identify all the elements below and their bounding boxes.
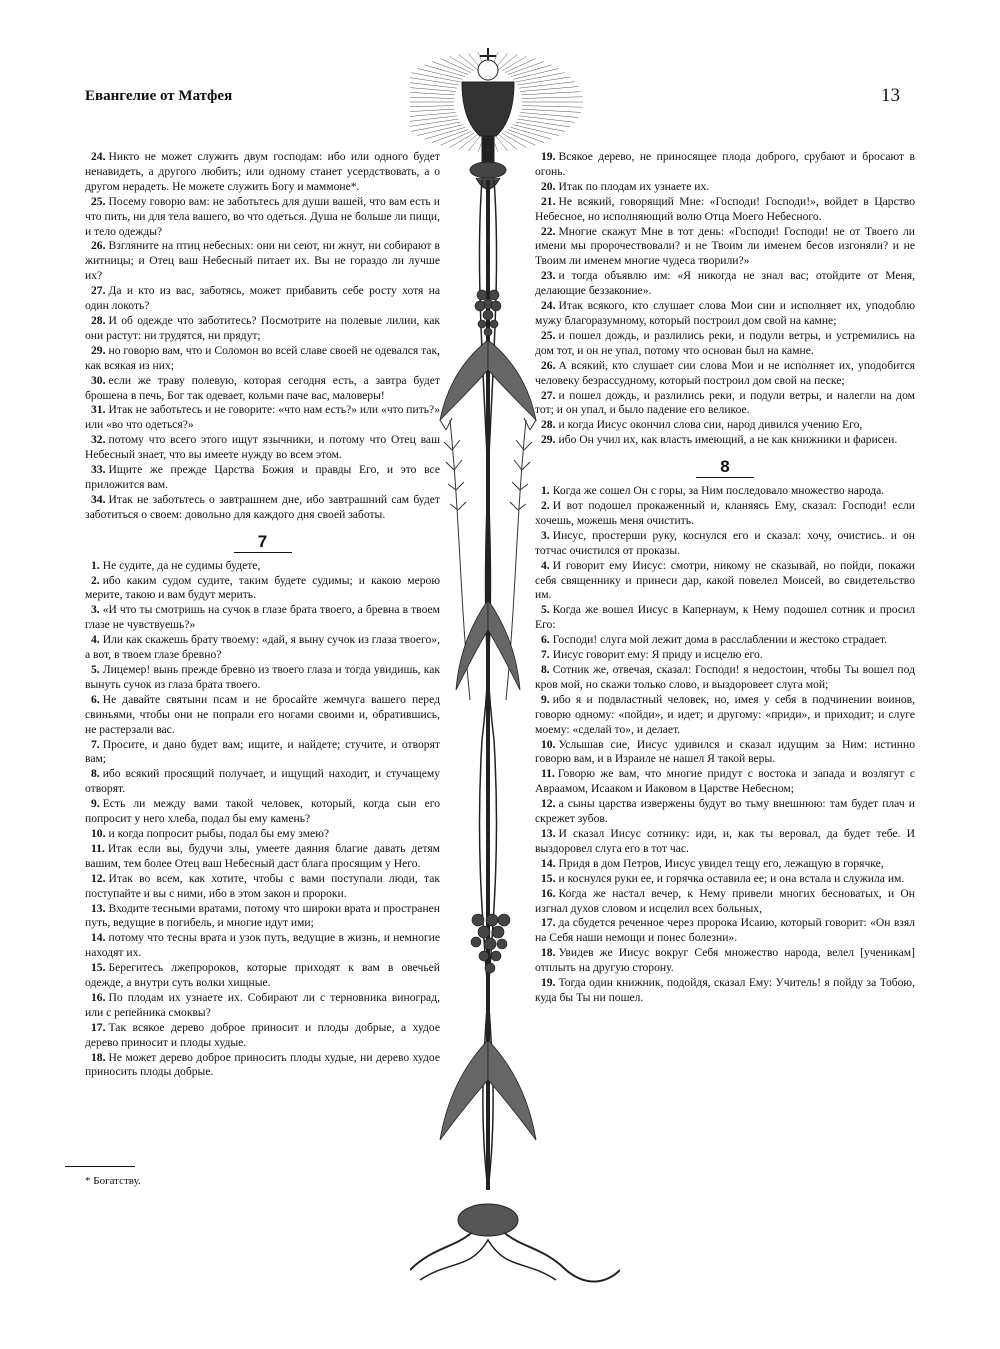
verse: [535, 633, 915, 648]
verse-number: 7.: [91, 737, 100, 751]
verse: [85, 693, 440, 738]
page-number: 13: [881, 85, 900, 106]
verse: [85, 842, 440, 872]
verse-text: Никто не может служить двум господам: ибо или одного будет ненавидеть, а другого любить; или одному станет усердствовать, а о другом нерадеть. Не можете служить Богу и маммоне*.: [85, 150, 440, 193]
verse: [85, 767, 440, 797]
verse-number: 25.: [541, 328, 556, 342]
verse-number: 22.: [541, 224, 556, 238]
verse: [535, 887, 915, 917]
verse: [535, 359, 915, 389]
verse-number: 19.: [541, 976, 556, 990]
verse-number: 28.: [91, 313, 106, 327]
verse-text: Когда же вошел Иисус в Капернаум, к Нему подошел сотник и просил Его:: [535, 603, 915, 632]
verse-text: «И что ты смотришь на сучок в глазе брата твоего, а бревна в твоем глазе не чувствуешь?»: [85, 603, 440, 632]
footnote: * Богатству.: [85, 1175, 141, 1187]
verse: [85, 574, 440, 604]
verse-text: Берегитесь лжепророков, которые приходят к вам в овечьей одежде, а внутри суть волки хищные.: [85, 961, 440, 990]
verse-text: Есть ли между вами такой человек, который, когда сын его попросит у него хлеба, подал бы ему камень?: [85, 797, 440, 826]
verse: [85, 344, 440, 374]
verse-number: 27.: [541, 388, 556, 402]
verse-text: Не давайте святыни псам и не бросайте жемчуга вашего перед свиньями, чтобы они не попрали его ногами своими и, обратившись, не растерзали вас.: [85, 692, 440, 736]
verse: [535, 299, 915, 329]
verse-number: 6.: [541, 633, 550, 647]
verse: [535, 225, 915, 270]
chapter-number: 8: [696, 458, 754, 478]
verse: [85, 1021, 440, 1051]
verse-text: Услышав сие, Иисус удивился и сказал идущим за Ним: истинно говорю вам, и в Израиле не нашел Я такой веры.: [535, 737, 915, 766]
chapter-heading: [85, 533, 440, 553]
verse-text: Иисус говорит ему: Я приду и исцелю его.: [552, 648, 763, 662]
verse-number: 1.: [91, 558, 100, 572]
verse: [535, 499, 915, 529]
verse-number: 2.: [541, 499, 550, 513]
chapter-heading: [535, 458, 915, 478]
verse: [535, 389, 915, 419]
verse: [85, 403, 440, 433]
verse-number: 29.: [541, 433, 556, 447]
verse-text: Лицемер! вынь прежде бревно из твоего глаза и тогда увидишь, как вынуть сучок из глаза брата твоего.: [85, 663, 440, 691]
verse-text: потому что тесны врата и узок путь, ведущие в жизнь, и немногие находят их.: [85, 931, 440, 960]
verse-number: 5.: [91, 663, 100, 676]
verse-text: Когда же сошел Он с горы, за Ним последовало множество народа.: [552, 484, 885, 498]
verse-number: 8.: [541, 663, 550, 676]
verse-number: 11.: [91, 841, 105, 855]
verse-number: 30.: [91, 373, 106, 387]
verse-text: Да и кто из вас, заботясь, может прибавить себе росту хотя на один локоть?: [85, 284, 440, 313]
verse-number: 32.: [91, 433, 106, 447]
running-title: Евангелие от Матфея: [85, 88, 233, 104]
verse: [535, 484, 915, 499]
verse: [535, 603, 915, 633]
verse: [85, 314, 440, 344]
verse-number: 11.: [541, 767, 555, 781]
verse-number: 17.: [541, 916, 556, 930]
verse-text: Не может дерево доброе приносить плоды худые, ни дерево худое приносить плоды добрые.: [85, 1050, 440, 1079]
verse: [535, 150, 915, 180]
verse-text: По плодам их узнаете их. Собирают ли с терновника виноград, или с репейника смоквы?: [85, 990, 440, 1019]
verse-number: 10.: [91, 826, 106, 840]
verse: [535, 663, 915, 693]
verse-text: Итак во всем, как хотите, чтобы с вами поступали люди, так поступайте и вы с ними, ибо в этом закон и пророки.: [85, 871, 440, 900]
verse-number: 26.: [91, 239, 106, 253]
verse-number: 26.: [541, 358, 556, 372]
verse: [85, 195, 440, 240]
verse-text: А всякий, кто слушает сии слова Мои и не исполняет их, уподобится человеку безрассудному, который построил дом свой на песке;: [535, 358, 915, 387]
verse-number: 7.: [541, 648, 550, 662]
verse-text: и пошел дождь, и разлились реки, и подули ветры, и устремились на дом тот, и он не упал, потому что основан был на камне.: [535, 328, 915, 357]
verse-text: Так всякое дерево доброе приносит и плоды добрые, а худое дерево приносит и плоды худые.: [85, 1020, 440, 1049]
verse-text: Господи! слуга мой лежит дома в расслаблении и жестоко страдает.: [552, 633, 887, 647]
verse-number: 2.: [91, 573, 100, 587]
verse-text: ибо всякий просящий получает, и ищущий находит, и стучащему отворят.: [85, 767, 440, 796]
left-text-column: [85, 150, 440, 1080]
verse-text: и когда попросит рыбы, подал бы ему змею?: [108, 826, 330, 840]
verse-text: Взгляните на птиц небесных: они ни сеют, ни жнут, ни собирают в житницы; и Отец ваш Небесный питает их. Вы не гораздо ли лучше их?: [85, 239, 440, 283]
verse-text: и пошел дождь, и разлились реки, и подули ветры, и налегли на дом тот; и он упал, и было падение его великое.: [535, 388, 915, 417]
verse-text: Увидев же Иисус вокруг Себя множество народа, велел [ученикам] отплыть на другую сторону.: [535, 946, 915, 975]
right-text-column: [535, 150, 915, 1006]
verse-number: 16.: [541, 886, 556, 900]
verse-text: если же траву полевую, которая сегодня есть, а завтра будет брошена в печь, Бог так одевает, кольми паче вас, маловеры!: [85, 373, 440, 402]
verse-text: Итак не заботьтесь о завтрашнем дне, ибо завтрашний сам будет заботиться о своем: довольно для каждого дня своей заботы.: [85, 492, 440, 521]
verse: [85, 738, 440, 768]
verse-text: Входите тесными вратами, потому что широки врата и пространен путь, ведущие в погибель, и многие идут ими;: [85, 901, 440, 930]
verse-number: 15.: [541, 871, 556, 885]
verse-number: 13.: [91, 901, 106, 915]
verse: [535, 648, 915, 663]
verse-text: Когда же настал вечер, к Нему привели многих бесноватых, и Он изгнал духов словом и исцелил всех больных,: [535, 886, 915, 915]
verse: [85, 603, 440, 633]
verse-number: 9.: [91, 797, 100, 811]
verse-number: 24.: [541, 299, 556, 313]
verse-text: И говорит ему Иисус: смотри, никому не сказывай, но пойди, покажи себя священнику и принеси дар, какой повелел Моисей, во свидетельство им.: [535, 558, 915, 602]
verse-number: 20.: [541, 179, 556, 193]
verse: [535, 529, 915, 559]
verse: [85, 493, 440, 523]
verse-text: Итак по плодам их узнаете их.: [558, 179, 710, 193]
verse-text: Иисус, простерши руку, коснулся его и сказал: хочу, очистись. и он тотчас очистился от проказы.: [535, 528, 915, 557]
verse-text: Сотник же, отвечая, сказал: Господи! я недостоин, чтобы Ты вошел под кров мой, но скажи только слово, и выздоровеет слуга мой;: [535, 663, 915, 691]
verse-text: Тогда один книжник, подойдя, сказал Ему: Учитель! я пойду за Тобою, куда бы Ты ни пошел.: [535, 976, 915, 1004]
verse-number: 15.: [91, 961, 106, 975]
verse: [535, 738, 915, 768]
verse-text: Придя в дом Петров, Иисус увидел тещу его, лежащую в горячке,: [558, 856, 884, 870]
verse: [535, 269, 915, 299]
verse-number: 3.: [541, 528, 550, 542]
verse: [85, 559, 440, 574]
verse: [85, 961, 440, 991]
verse: [535, 433, 915, 448]
verse: [535, 797, 915, 827]
verse: [535, 872, 915, 887]
verse: [85, 284, 440, 314]
verse: [85, 374, 440, 404]
verse-number: 4.: [541, 558, 550, 572]
verse: [85, 463, 440, 493]
verse: [85, 872, 440, 902]
verse-number: 3.: [91, 603, 100, 617]
verse: [535, 827, 915, 857]
verse-number: 18.: [541, 946, 556, 960]
verse: [535, 329, 915, 359]
verse-number: 27.: [91, 284, 106, 298]
verse-text: Не судите, да не судимы будете,: [102, 558, 261, 572]
verse: [85, 931, 440, 961]
verse-text: и когда Иисус окончил слова сии, народ дивился учению Его,: [558, 418, 863, 432]
verse-text: Итак всякого, кто слушает слова Мои сии и исполняет их, уподоблю мужу благоразумному, который построил дом свой на камне;: [535, 299, 915, 327]
verse: [85, 239, 440, 284]
verse-text: Просите, и дано будет вам; ищите, и найдете; стучите, и отворят вам;: [85, 737, 440, 766]
verse-number: 18.: [91, 1050, 106, 1064]
verse-text: Посему говорю вам: не заботьтесь для души вашей, что вам есть и что пить, ни для тела вашего, во что одеться. Душа не больше ли пищи, и тело одежды?: [85, 194, 440, 238]
verse-number: 10.: [541, 737, 556, 751]
verse-number: 31.: [91, 403, 106, 417]
verse-number: 24.: [91, 150, 106, 163]
verse-number: 6.: [91, 692, 100, 706]
verse-number: 14.: [541, 856, 556, 870]
verse-number: 17.: [91, 1020, 106, 1034]
verse-number: 21.: [541, 194, 556, 208]
chapter-number: 7: [234, 533, 292, 553]
verse-number: 23.: [541, 269, 556, 283]
verse: [85, 1051, 440, 1081]
verse-text: И вот подошел прокаженный и, кланяясь Ему, сказал: Господи! если хочешь, можешь меня очистить.: [535, 499, 915, 527]
verse: [85, 827, 440, 842]
verse-number: 14.: [91, 931, 106, 945]
verse-text: Всякое дерево, не приносящее плода доброго, срубают и бросают в огонь.: [535, 150, 915, 178]
verse-text: И об одежде что заботитесь? Посмотрите на полевые лилии, как они растут: ни трудятся, ни прядут;: [85, 313, 440, 342]
verse-text: и тогда объявлю им: «Я никогда не знал вас; отойдите от Меня, делающие беззаконие».: [535, 269, 915, 298]
verse-number: 16.: [91, 990, 106, 1004]
verse: [535, 976, 915, 1006]
verse: [535, 418, 915, 433]
verse-text: ибо каким судом судите, таким будете судимы; и какою мерою мерите, такою и вам будут мерить.: [85, 573, 440, 602]
verse: [85, 633, 440, 663]
verse-number: 25.: [91, 194, 106, 208]
verse: [535, 693, 915, 738]
verse-text: ибо Он учил их, как власть имеющий, а не как книжники и фарисеи.: [558, 433, 898, 447]
verse-number: 4.: [91, 633, 100, 647]
verse-number: 8.: [91, 767, 100, 781]
verse-text: Многие скажут Мне в тот день: «Господи! Господи! не от Твоего ли имени мы пророчествовали? и не Твоим ли именем бесов изгоняли? и не Твоим ли именем многие чудеса творили?»: [535, 224, 915, 268]
verse-number: 5.: [541, 603, 550, 617]
verse-number: 29.: [91, 343, 106, 357]
verse-text: а сыны царства извержены будут во тьму внешнюю: там будет плач и скрежет зубов.: [535, 797, 915, 826]
verse-number: 1.: [541, 484, 550, 498]
verse: [85, 663, 440, 693]
verse-text: Или как скажешь брату твоему: «дай, я выну сучок из глаза твоего», а вот, в твоем глазе бревно?: [85, 633, 440, 662]
verse: [535, 195, 915, 225]
verse-number: 28.: [541, 418, 556, 432]
verse-text: Говорю же вам, что многие придут с востока и запада и возлягут с Авраамом, Исааком и Иаковом в Царстве Небесном;: [535, 767, 915, 796]
verse-text: ибо я и подвластный человек, но, имея у себя в подчинении воинов, говорю одному: «пойди», и идет; и другому: «приди», и приходит; и слуге моему: «сделай то», и делает.: [535, 692, 915, 736]
verse-number: 13.: [541, 826, 556, 840]
verse: [535, 559, 915, 604]
verse: [535, 946, 915, 976]
verse-text: Ищите же прежде Царства Божия и правды Его, и это все приложится вам.: [85, 463, 440, 491]
verse-text: да сбудется реченное через пророка Исаию, который говорит: «Он взял на Себя наши немощи и понес болезни».: [535, 916, 915, 945]
verse-text: но говорю вам, что и Соломон во всей славе своей не одевался так, как всякая из них;: [85, 343, 440, 372]
verse-number: 12.: [541, 797, 556, 811]
verse-number: 33.: [91, 463, 106, 477]
verse-text: и коснулся руки ее, и горячка оставила ее; и она встала и служила им.: [558, 871, 905, 885]
verse-text: Итак если вы, будучи злы, умеете даяния благие давать детям вашим, тем более Отец ваш Небесный даст блага просящим у Него.: [85, 841, 440, 870]
verse-number: 12.: [91, 871, 106, 885]
verse-number: 34.: [91, 492, 106, 506]
verse: [85, 150, 440, 195]
verse: [85, 433, 440, 463]
footnote-rule: [65, 1166, 135, 1167]
verse-text: потому что всего этого ищут язычники, и потому что Отец ваш Небесный знает, что вы имеете нужду во всем этом.: [85, 433, 440, 462]
verse: [85, 902, 440, 932]
verse-text: Итак не заботьтесь и не говорите: «что нам есть?» или «что пить?» или «во что одеться?»: [85, 403, 440, 432]
verse: [535, 916, 915, 946]
verse: [85, 797, 440, 827]
verse-number: 9.: [541, 692, 550, 706]
verse: [535, 180, 915, 195]
verse: [85, 991, 440, 1021]
verse-text: И сказал Иисус сотнику: иди, и, как ты веровал, да будет тебе. И выздоровел слуга его в тот час.: [535, 826, 915, 855]
verse: [535, 767, 915, 797]
verse: [535, 857, 915, 872]
verse-number: 19.: [541, 150, 556, 163]
verse-text: Не всякий, говорящий Мне: «Господи! Господи!», войдет в Царство Небесное, но исполняющий волю Отца Моего Небесного.: [535, 194, 915, 223]
